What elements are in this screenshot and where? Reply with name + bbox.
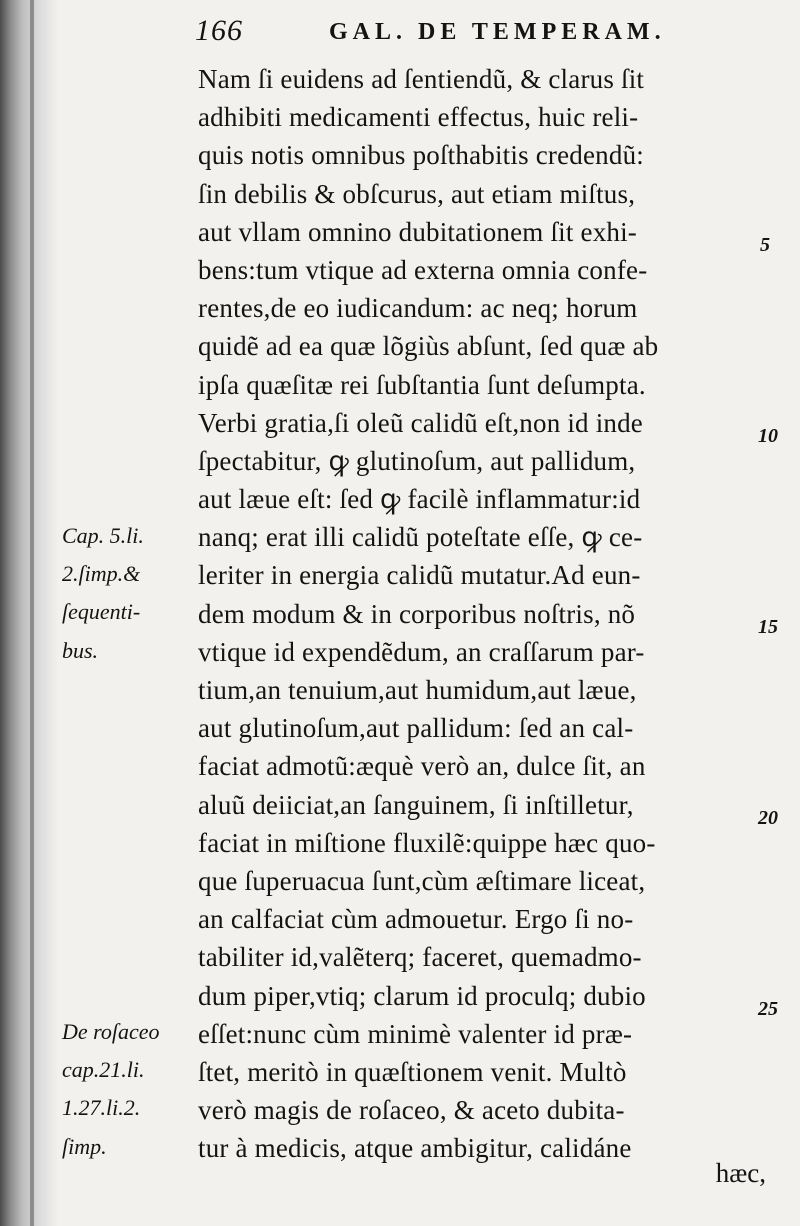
- text-line: eſſet:nunc cùm minimè valenter id præ-: [198, 1018, 633, 1049]
- page-header: [195, 14, 755, 54]
- binding-edge: [30, 0, 34, 1226]
- catchword: hæc,: [715, 1158, 766, 1188]
- margin-note-chapter-ref: [62, 517, 192, 670]
- margin-note-line: ſimp.: [62, 1133, 107, 1159]
- text-line: aluũ deiiciat,an ſanguinem, ſi inſtilletur,: [198, 789, 634, 820]
- text-line: que ſuperuacua ſunt,cùm æſtimare liceat,: [198, 865, 646, 896]
- text-line: ſpectabitur, ꝙ glutinoſum, aut pallidum,: [198, 445, 636, 476]
- text-line: quis notis omnibus poſthabitis credendũ:: [198, 140, 644, 171]
- page-number: 166: [195, 14, 243, 47]
- text-line: nanq; erat illi calidũ poteſtate eſſe, ꝙ ce-: [198, 522, 643, 553]
- text-line: quidẽ ad ea quæ lõgiùs abſunt, ſed quæ ab: [198, 331, 659, 362]
- text-line: ipſa quæſitæ rei ſubſtantia ſunt deſumpta.: [198, 369, 646, 400]
- text-line: aut læue eſt: ſed ꝙ facilè inflammatur:id: [198, 484, 641, 515]
- text-line: leriter in energia calidũ mutatur.Ad eun-: [198, 560, 641, 591]
- line-number: 15: [758, 616, 778, 638]
- text-line: tium,an tenuium,aut humidum,aut læue,: [198, 675, 637, 705]
- text-line: ſtet, meritò in quæſtionem venit. Multò: [198, 1056, 627, 1087]
- line-number: 10: [758, 425, 778, 447]
- line-number: 25: [758, 998, 778, 1020]
- line-number: 5: [760, 234, 770, 256]
- margin-note-line: 1.27.li.2.: [62, 1095, 141, 1121]
- margin-note-rosaceo-ref: [62, 1013, 192, 1166]
- margin-note-line: Cap. 5.li.: [62, 523, 144, 548]
- main-text: [198, 60, 758, 1167]
- running-head: GAL. DE TEMPERAM.: [329, 19, 666, 45]
- binding-shadow: [0, 0, 58, 1226]
- text-line: tur à medicis, atque ambigitur, calidáne: [198, 1133, 632, 1164]
- margin-note-line: ſequenti-: [62, 599, 141, 625]
- text-line: dum piper,vtiq; clarum id proculq; dubio: [198, 980, 646, 1011]
- margin-note-line: 2.ſimp.&: [62, 561, 141, 587]
- text-line: Nam ſi euidens ad ſentiendũ, & clarus ſit: [198, 64, 645, 94]
- text-line: Verbi gratia,ſi oleũ calidũ eſt,non id inde: [198, 407, 643, 438]
- text-line: bens:tum vtique ad externa omnia confe-: [198, 254, 648, 285]
- margin-note-line: De roſaceo: [62, 1019, 160, 1044]
- text-line: faciat admotũ:æquè verò an, dulce ſit, an: [198, 751, 646, 782]
- text-line: tabiliter id,valẽterq; faceret, quemadmo-: [198, 942, 642, 973]
- text-line: vtique id expendẽdum, an craſſarum par-: [198, 636, 645, 667]
- text-line: faciat in miſtione fluxilẽ:quippe hæc quo-: [198, 827, 656, 858]
- text-line: adhibiti medicamenti effectus, huic reli-: [198, 102, 639, 133]
- margin-note-line: bus.: [62, 637, 99, 663]
- text-line: dem modum & in corporibus noſtris, nõ: [198, 598, 636, 629]
- line-number: 20: [758, 807, 778, 829]
- text-line: an calfaciat cùm admouetur. Ergo ſi no-: [198, 904, 634, 935]
- text-line: aut vllam omnino dubitationem ſit exhi-: [198, 216, 637, 247]
- text-line: rentes,de eo iudicandum: ac neq; horum: [198, 293, 638, 324]
- text-line: aut glutinoſum,aut pallidum: ſed an cal-: [198, 713, 634, 744]
- text-line: ſin debilis & obſcurus, aut etiam miſtus,: [198, 178, 636, 209]
- text-line: verò magis de roſaceo, & aceto dubita-: [198, 1095, 625, 1126]
- margin-note-line: cap.21.li.: [62, 1057, 145, 1083]
